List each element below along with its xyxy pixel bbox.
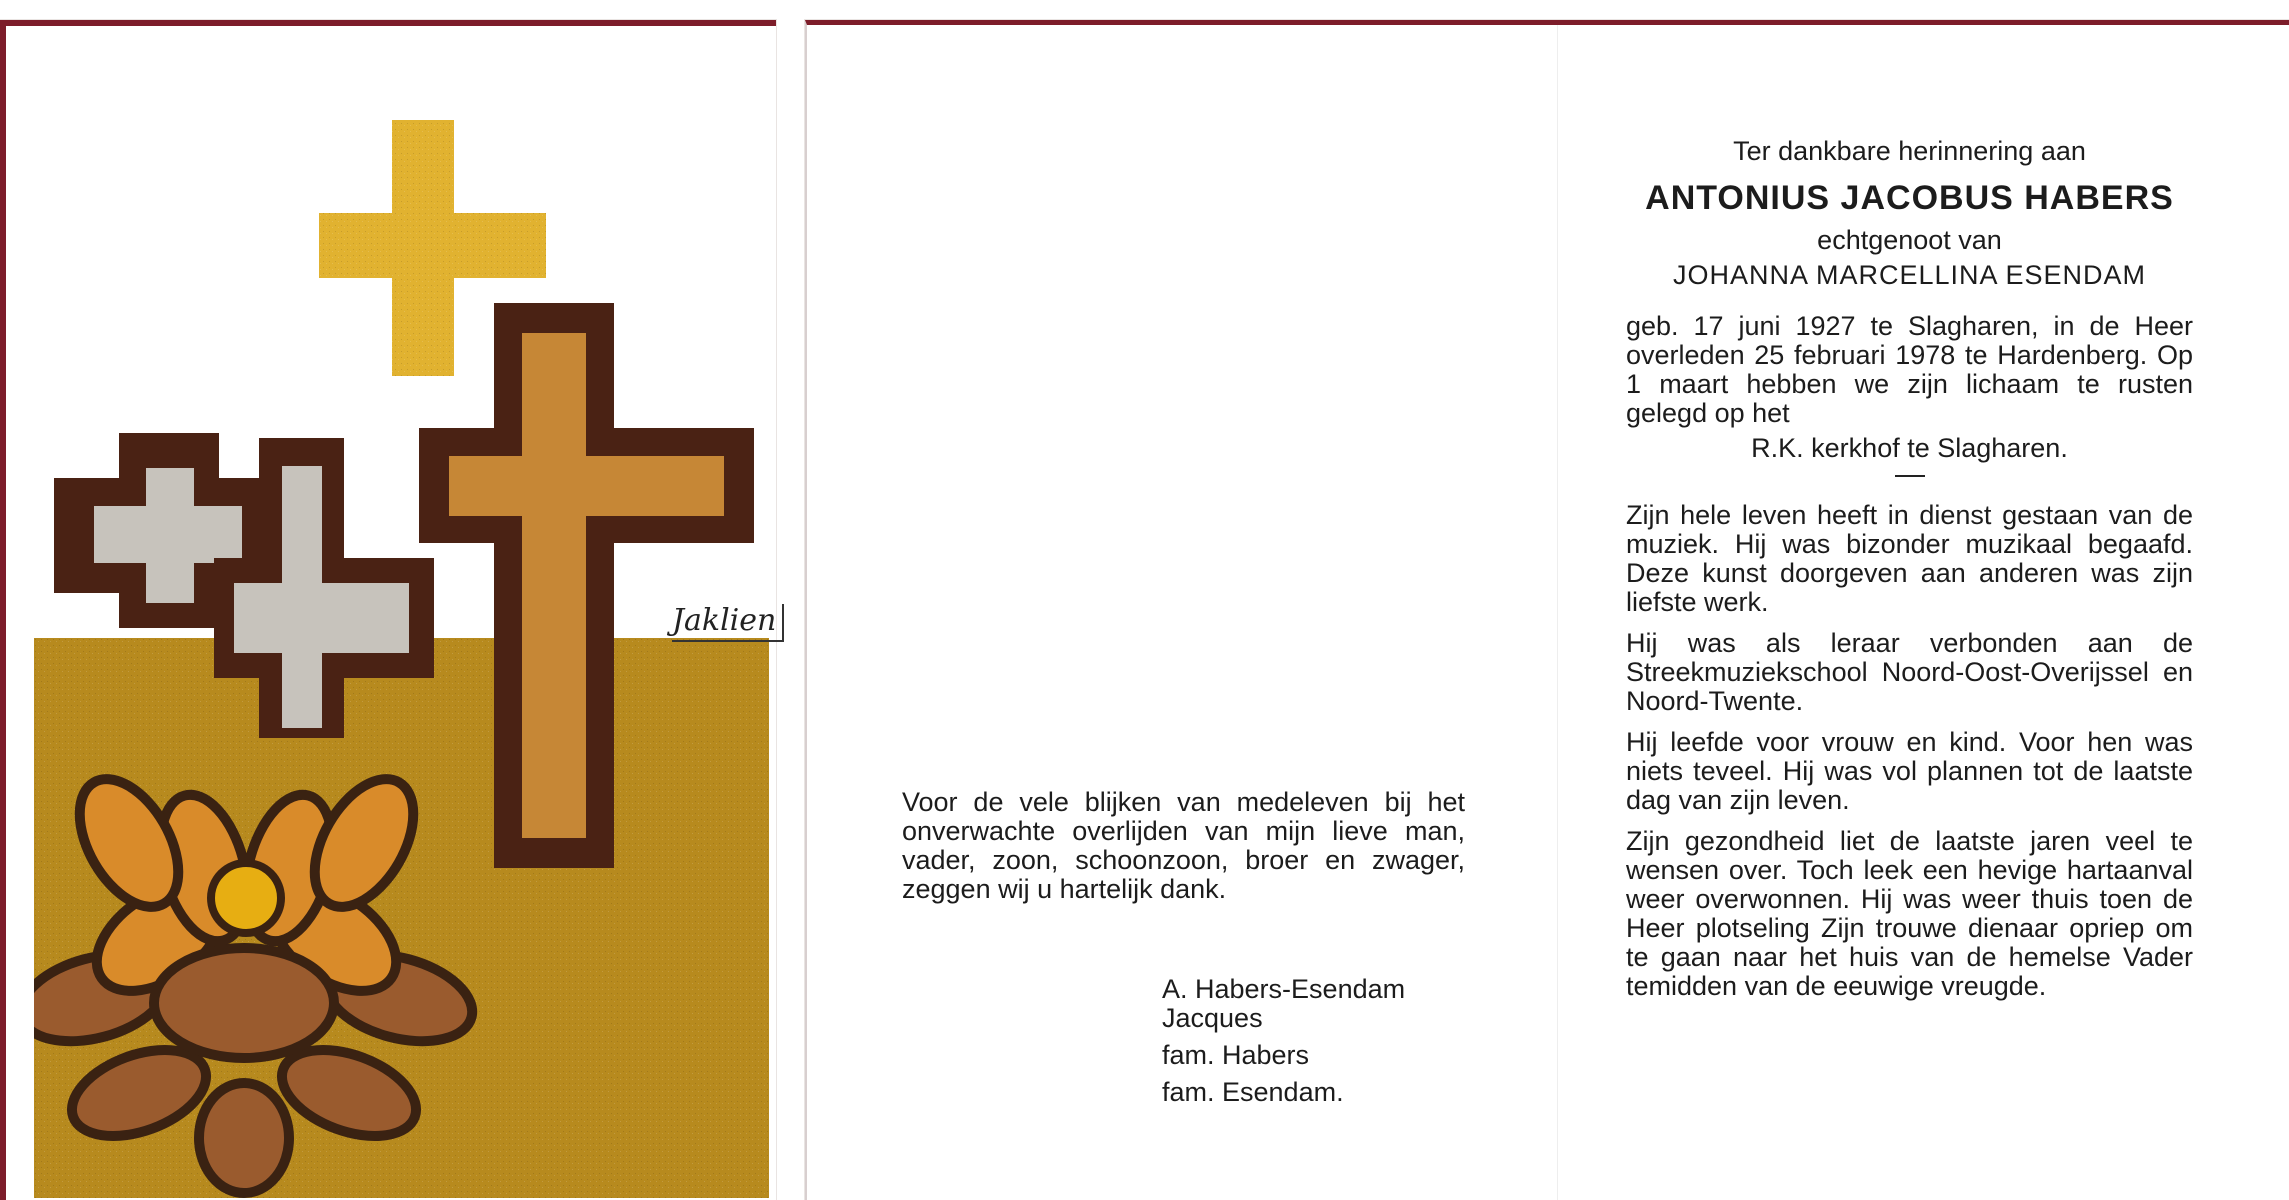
divider bbox=[1895, 475, 1925, 477]
memorial-paragraph: Zijn gezondheid liet de laatste jaren veel te wensen over. Toch leek een hevige hartaanval weer overwonnen. Hij was weer thuis toen de Heer plotseling Zijn trouwe dienaar opriep om te gaan naar het huis van de hemelse Vader temidden van de eeuwige vreugde. bbox=[1626, 826, 2193, 1001]
deceased-name: ANTONIUS JACOBUS HABERS bbox=[1645, 179, 2174, 217]
memorial-paragraph: Zijn hele leven heeft in dienst gestaan van de muziek. Hij was bizonder muzikaal begaafd. Deze kunst doorgeven aan anderen was zijn liefste werk. bbox=[1626, 500, 2193, 617]
memorial-section bbox=[1626, 137, 2193, 1013]
spouse-label: echtgenoot van bbox=[1817, 225, 2002, 255]
signer-name: fam. Esendam. bbox=[1162, 1077, 1344, 1107]
life-dates: geb. 17 juni 1927 te Slagharen, in de Heer overleden 25 februari 1978 te Hardenberg. Op 1 maart hebben we zijn lichaam te rusten gelegd op het bbox=[1626, 311, 2193, 428]
signer-name: Jacques bbox=[1162, 1003, 1263, 1033]
card-fold bbox=[1557, 25, 1558, 1200]
spouse-name: JOHANNA MARCELLINA ESENDAM bbox=[1672, 260, 2147, 290]
artist-signature: Jaklien bbox=[672, 604, 784, 642]
crosses-lotus-artwork bbox=[34, 38, 769, 1198]
inside-card bbox=[805, 20, 2289, 1200]
front-card bbox=[0, 20, 776, 1200]
memorial-paragraph: Hij was als leraar verbonden aan de Streekmuziekschool Noord-Oost-Overijssel en Noord-Twente. bbox=[1626, 628, 2193, 716]
thanks-section bbox=[902, 788, 1465, 904]
signer-name: A. Habers-Esendam bbox=[1162, 974, 1406, 1004]
flower-center bbox=[211, 863, 281, 933]
thanks-text: Voor de vele blijken van medeleven bij het onverwachte overlijden van mijn lieve man, vader, zoon, schoonzoon, broer en zwager, zeggen wij u hartelijk dank. bbox=[902, 787, 1465, 904]
burial-place: R.K. kerkhof te Slagharen. bbox=[1751, 433, 2068, 463]
signers-list bbox=[1162, 975, 1462, 1107]
signer-name: fam. Habers bbox=[1162, 1040, 1310, 1070]
memorial-paragraph: Hij leefde voor vrouw en kind. Voor hen was niets teveel. Hij was vol plannen tot de laatste dag van zijn leven. bbox=[1626, 727, 2193, 815]
memorial-intro: Ter dankbare herinnering aan bbox=[1733, 136, 2086, 166]
